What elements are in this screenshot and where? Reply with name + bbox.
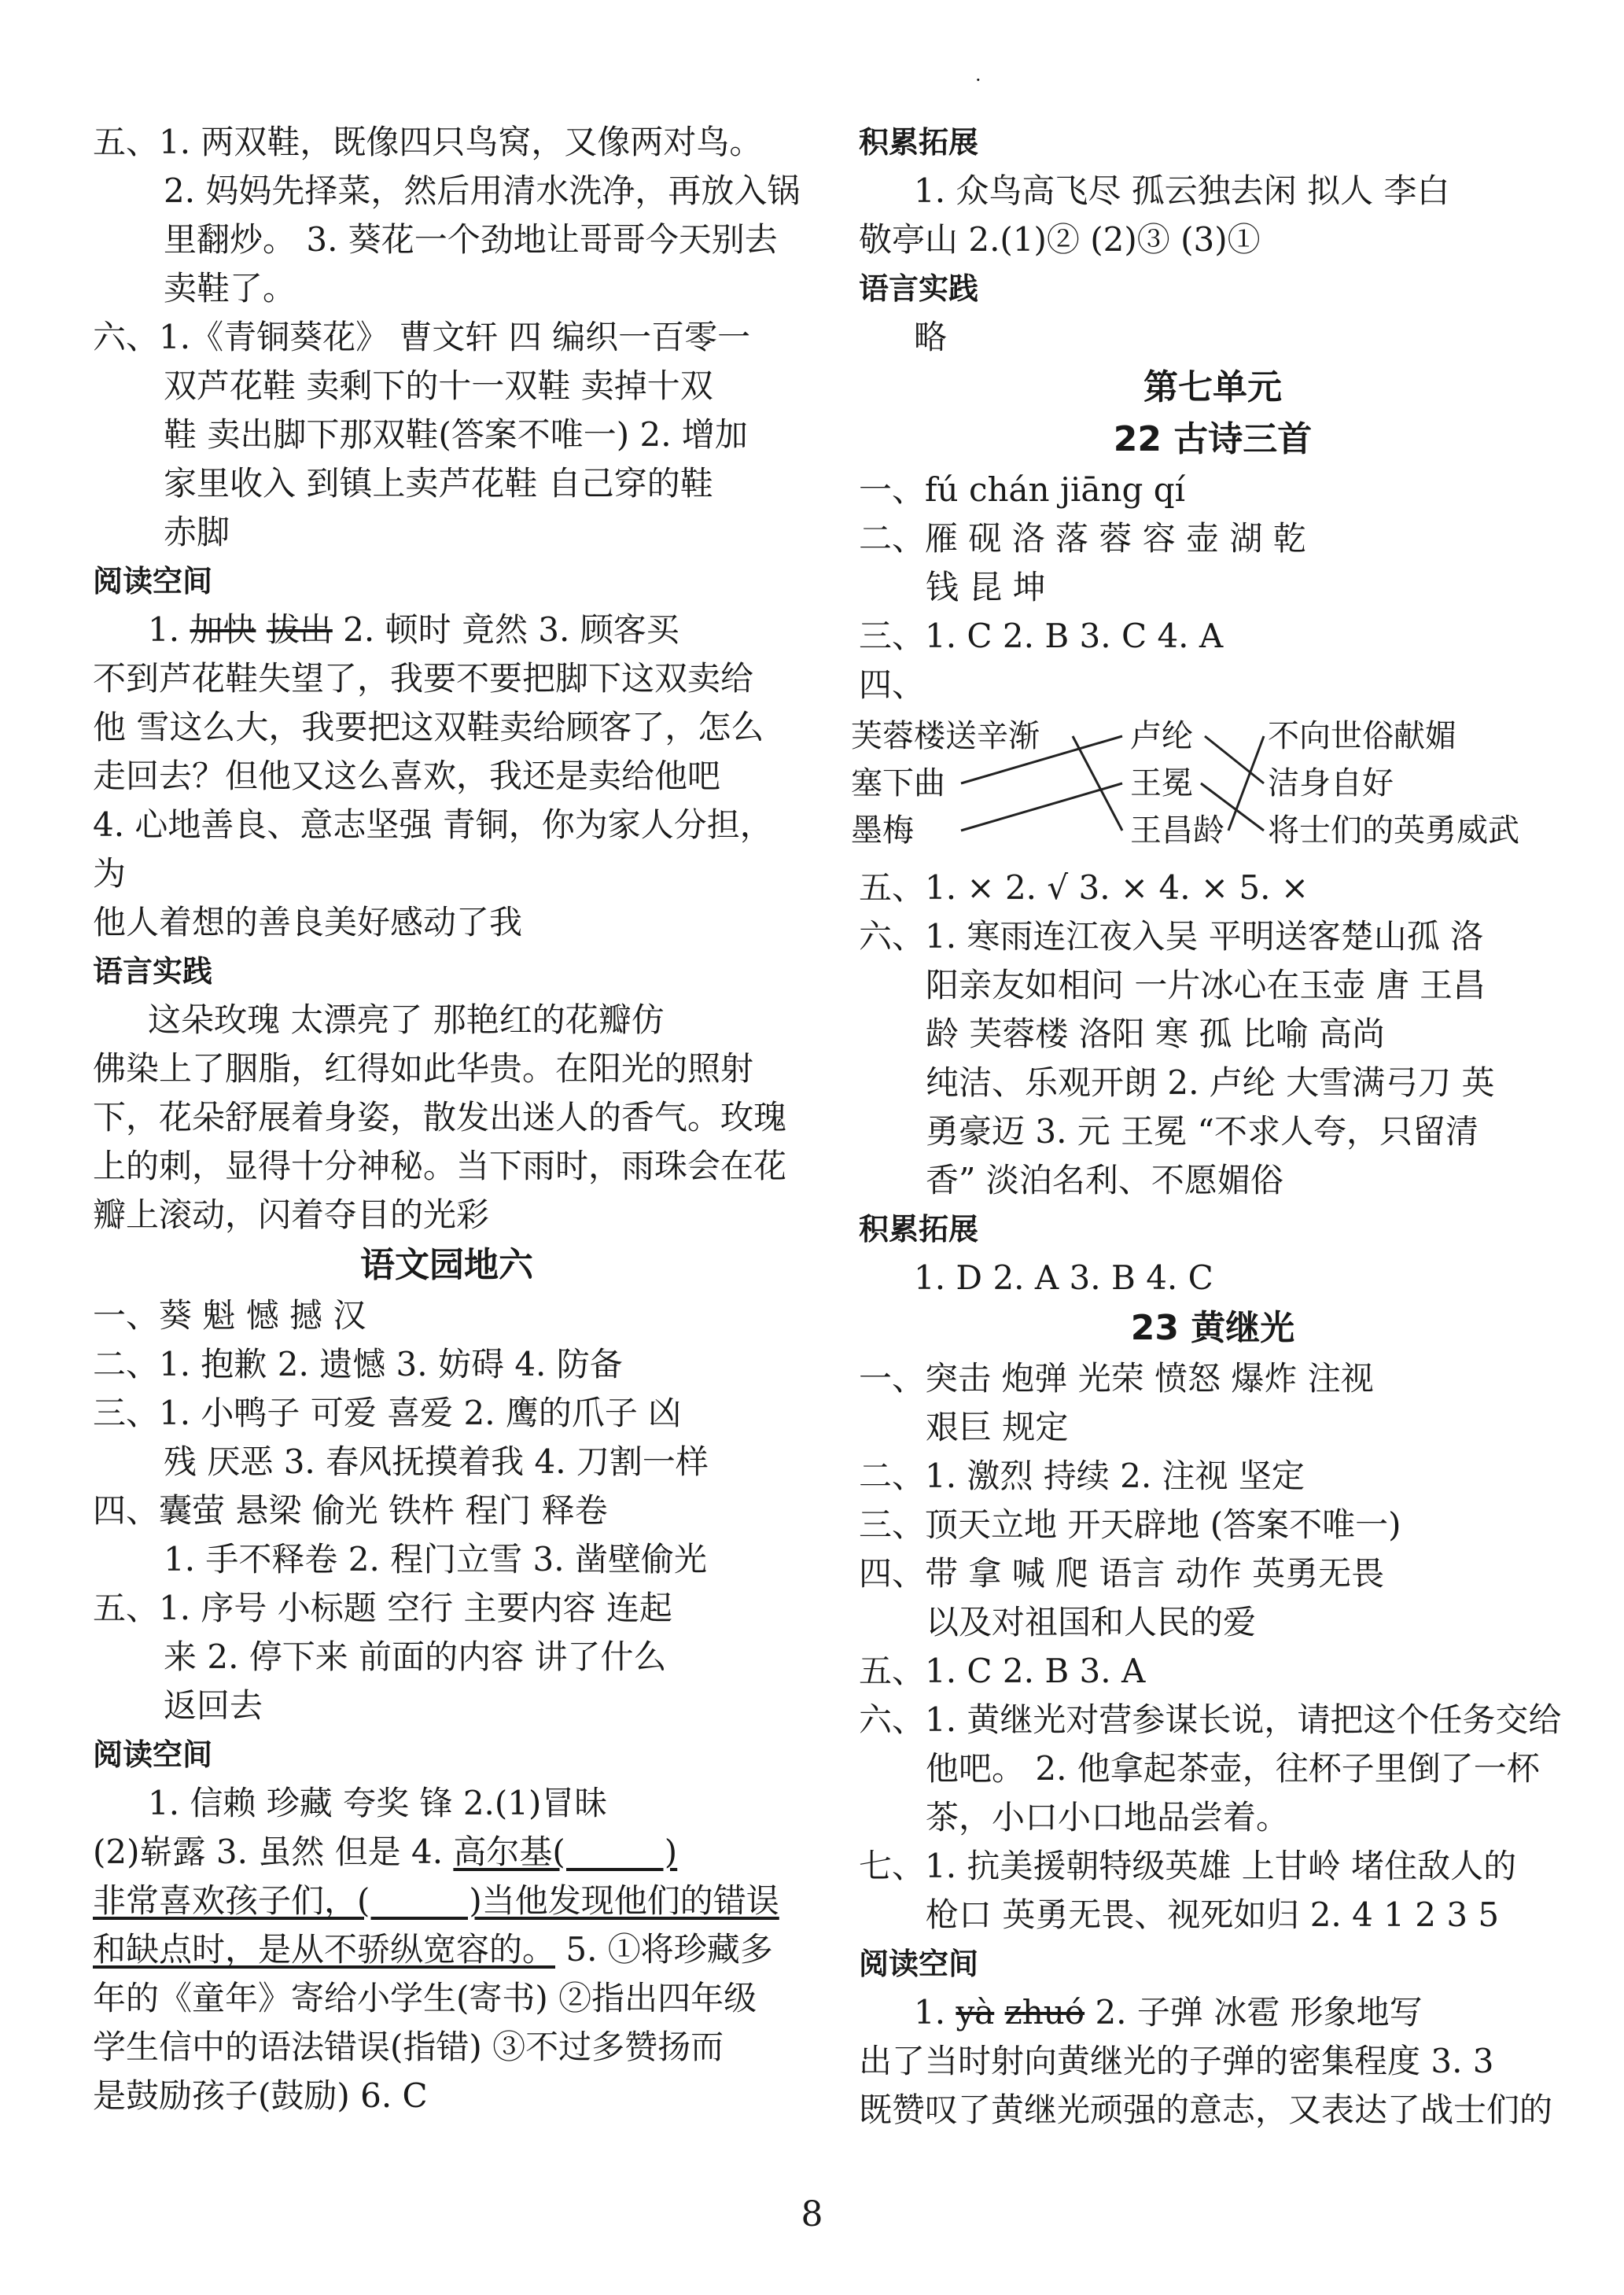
top-mark: · bbox=[975, 69, 981, 91]
practice2-line: 略 bbox=[914, 318, 948, 356]
author-item: 王昌龄 bbox=[1130, 812, 1224, 849]
lesson23-line: 四、带 拿 喊 爬 语言 动作 英勇无畏 bbox=[859, 1554, 1385, 1593]
lesson22-line: 四、 bbox=[859, 665, 926, 704]
lesson23-line: 枪口 英勇无畏、视死如归 2. 4 1 2 3 5 bbox=[926, 1895, 1500, 1934]
q5-line: 里翻炒。 3. 葵花一个劲地让哥哥今天别去 bbox=[164, 220, 778, 259]
reading2-line: 学生信中的语法错误(指错) ③不过多赞扬而 bbox=[93, 2028, 724, 2066]
garden6-line: 五、1. 序号 小标题 空行 主要内容 连起 bbox=[93, 1589, 672, 1627]
reading1-line bbox=[93, 606, 801, 654]
theme-item: 将士们的英勇威武 bbox=[1268, 812, 1519, 849]
author-item: 王冕 bbox=[1130, 765, 1193, 801]
garden6-line: 来 2. 停下来 前面的内容 讲了什么 bbox=[164, 1637, 667, 1676]
lesson-title-23: 23 黄继光 bbox=[1130, 1308, 1295, 1348]
lesson23-line: 七、1. 抗美援朝特级英雄 上甘岭 堵住敌人的 bbox=[859, 1847, 1517, 1885]
theme-item: 洁身自好 bbox=[1268, 765, 1394, 801]
text: 2. 子弹 冰雹 形象地写 bbox=[1085, 1993, 1423, 2032]
text: 1. bbox=[148, 610, 190, 649]
q6-line: 赤脚 bbox=[164, 513, 230, 551]
lesson23-line: 五、1. C 2. B 3. A bbox=[859, 1652, 1146, 1690]
lesson22-line: 勇豪迈 3. 元 王冕 “不求人夸，只留清 bbox=[926, 1112, 1479, 1151]
unit-title: 第七单元 bbox=[1143, 367, 1282, 407]
reading1-line: 不到芦花鞋失望了，我要不要把脚下这双卖给 bbox=[93, 659, 754, 698]
reading2-line: 年的《童年》寄给小学生(寄书) ②指出四年级 bbox=[93, 1979, 757, 2017]
text: 2. 顿时 竟然 3. 顾客买 bbox=[332, 610, 679, 649]
practice1-line: 佛染上了胭脂，红得如此华贵。在阳光的照射 bbox=[93, 1049, 754, 1088]
practice1-line: 下，花朵舒展着身姿，散发出迷人的香气。玫瑰 bbox=[93, 1098, 787, 1136]
garden6-line: 三、1. 小鸭子 可爱 喜爱 2. 鹰的爪子 凶 bbox=[93, 1394, 682, 1432]
accum2-line: 1. D 2. A 3. B 4. C bbox=[914, 1258, 1213, 1297]
q5-line: 2. 妈妈先择菜，然后用清水洗净，再放入锅 bbox=[164, 171, 801, 210]
section-heading-reading: 阅读空间 bbox=[93, 564, 213, 599]
underlined-text: 非常喜欢孩子们，( )当他发现他们的错误 bbox=[93, 1881, 779, 1920]
match-line bbox=[1073, 736, 1122, 831]
match-line bbox=[961, 783, 1122, 831]
lesson23-line: 六、1. 黄继光对营参谋长说，请把这个任务交给 bbox=[859, 1700, 1562, 1739]
struck-word: 加快 bbox=[190, 610, 256, 649]
lesson23-line: 艰巨 规定 bbox=[926, 1408, 1069, 1446]
q5-line: 卖鞋了。 bbox=[164, 269, 296, 308]
lesson22-line: 龄 芙蓉楼 洛阳 寒 孤 比喻 高尚 bbox=[926, 1015, 1386, 1053]
text bbox=[994, 1993, 1004, 2032]
section-heading-reading: 阅读空间 bbox=[93, 1737, 213, 1772]
left-column bbox=[93, 118, 801, 2120]
lesson23-line: 三、顶天立地 开天辟地 (答案不唯一) bbox=[859, 1505, 1401, 1544]
section-heading-accumulate: 积累拓展 bbox=[859, 1212, 979, 1247]
lesson22-line: 纯洁、乐观开朗 2. 卢纶 大雪满弓刀 英 bbox=[926, 1063, 1495, 1102]
text bbox=[256, 610, 266, 649]
reading2-line bbox=[93, 1877, 801, 1925]
garden6-line: 四、囊萤 悬梁 偷光 铁杵 程门 释卷 bbox=[93, 1491, 608, 1530]
section-title-garden6: 语文园地六 bbox=[360, 1245, 533, 1285]
lesson22-line: 五、1. × 2. √ 3. × 4. × 5. × bbox=[859, 868, 1309, 907]
lesson-title-22: 22 古诗三首 bbox=[1113, 419, 1313, 459]
reading2-line bbox=[93, 1828, 801, 1877]
q6-line: 六、1.《青铜葵花》 曹文轩 四 编织一百零一 bbox=[93, 318, 751, 356]
q6-line: 双芦花鞋 卖剩下的十一双鞋 卖掉十双 bbox=[164, 367, 713, 405]
poem-item: 塞下曲 bbox=[851, 765, 945, 801]
lesson22-line: 香” 淡泊名利、不愿媚俗 bbox=[926, 1161, 1283, 1199]
lesson22-line: 二、雁 砚 洛 落 蓉 容 壶 湖 乾 bbox=[859, 519, 1306, 558]
lesson22-line: 钱 昆 坤 bbox=[926, 568, 1046, 606]
lesson22-line: 一、fú chán jiāng qí bbox=[859, 470, 1186, 509]
struck-word: 拔出 bbox=[266, 610, 333, 649]
q5-line: 五、1. 两双鞋，既像四只鸟窝，又像两对鸟。 bbox=[93, 123, 763, 161]
lesson23-line: 以及对祖国和人民的爱 bbox=[926, 1603, 1257, 1641]
garden6-line: 残 厌恶 3. 春风抚摸着我 4. 刀割一样 bbox=[164, 1442, 709, 1481]
practice1-line: 这朵玫瑰 太漂亮了 那艳红的花瓣仿 bbox=[148, 1000, 665, 1039]
accum1-line: 敬亭山 2.(1)② (2)③ (3)① bbox=[859, 220, 1261, 259]
theme-item: 不向世俗献媚 bbox=[1268, 718, 1456, 754]
right-column bbox=[851, 118, 1567, 2135]
garden6-line: 1. 手不释卷 2. 程门立雪 3. 凿壁偷光 bbox=[164, 1540, 707, 1579]
text: (2)崭露 3. 虽然 但是 4. bbox=[93, 1833, 454, 1871]
garden6-line: 一、葵 魁 憾 撼 汉 bbox=[93, 1296, 366, 1335]
poem-item: 芙蓉楼送辛渐 bbox=[851, 718, 1040, 754]
q6-line: 鞋 卖出脚下那双鞋(答案不唯一) 2. 增加 bbox=[164, 415, 748, 454]
section-heading-accumulate: 积累拓展 bbox=[859, 125, 979, 160]
reading2-line: 是鼓励孩子(鼓励) 6. C bbox=[93, 2076, 428, 2115]
garden6-line: 返回去 bbox=[164, 1686, 263, 1725]
accum1-line: 1. 众鸟高飞尽 孤云独去闲 拟人 李白 bbox=[914, 171, 1450, 210]
reading3-line bbox=[859, 1988, 1567, 2037]
lesson22-line: 三、1. C 2. B 3. C 4. A bbox=[859, 617, 1224, 655]
q6-line: 家里收入 到镇上卖芦花鞋 自己穿的鞋 bbox=[164, 464, 713, 503]
struck-word: zhuó bbox=[1004, 1993, 1085, 2032]
matching-exercise bbox=[851, 713, 1567, 862]
lesson23-line: 二、1. 激烈 持续 2. 注视 坚定 bbox=[859, 1457, 1305, 1495]
garden6-line: 二、1. 抱歉 2. 遗憾 3. 妨碍 4. 防备 bbox=[93, 1345, 623, 1383]
author-item: 卢纶 bbox=[1130, 718, 1193, 754]
section-heading-practice: 语言实践 bbox=[859, 271, 979, 306]
practice1-line: 瓣上滚动，闪着夺目的光彩 bbox=[93, 1195, 490, 1234]
underlined-text: 高尔基( ) bbox=[453, 1833, 678, 1871]
lesson22-line: 阳亲友如相问 一片冰心在玉壶 唐 王昌 bbox=[926, 966, 1486, 1004]
lesson23-line: 一、突击 炮弹 光荣 愤怒 爆炸 注视 bbox=[859, 1359, 1374, 1398]
reading1-line: 4. 心地善良、意志坚强 青铜，你为家人分担，为 bbox=[93, 805, 773, 893]
text: 1. bbox=[914, 1993, 956, 2032]
page-number: 8 bbox=[801, 2194, 823, 2234]
reading1-line: 他人着想的善良美好感动了我 bbox=[93, 903, 523, 941]
poem-item: 墨梅 bbox=[851, 812, 914, 849]
struck-word: yà bbox=[956, 1993, 995, 2032]
reading2-line bbox=[93, 1925, 801, 1974]
section-heading-reading: 阅读空间 bbox=[859, 1947, 979, 1981]
lesson22-line: 六、1. 寒雨连江夜入吴 平明送客楚山孤 洛 bbox=[859, 917, 1484, 956]
section-heading-practice: 语言实践 bbox=[93, 954, 213, 989]
text: 5. ①将珍藏多 bbox=[555, 1930, 773, 1969]
reading3-line: 既赞叹了黄继光顽强的意志，又表达了战士们的 bbox=[859, 2091, 1553, 2129]
practice1-line: 上的刺，显得十分神秘。当下雨时，雨珠会在花 bbox=[93, 1147, 787, 1185]
reading2-line: 1. 信赖 珍藏 夸奖 锋 2.(1)冒昧 bbox=[148, 1784, 608, 1822]
reading3-line: 出了当时射向黄继光的子弹的密集程度 3. 3 bbox=[859, 2042, 1494, 2080]
underlined-text: 和缺点时，是从不骄纵宽容的。 bbox=[93, 1930, 556, 1969]
reading1-line: 他 雪这么大，我要把这双鞋卖给顾客了，怎么 bbox=[93, 708, 764, 746]
lesson23-line: 茶，小口小口地品尝着。 bbox=[926, 1798, 1290, 1836]
lesson23-line: 他吧。 2. 他拿起茶壶，往杯子里倒了一杯 bbox=[926, 1749, 1540, 1788]
reading1-line: 走回去？但他又这么喜欢，我还是卖给他吧 bbox=[93, 757, 721, 795]
